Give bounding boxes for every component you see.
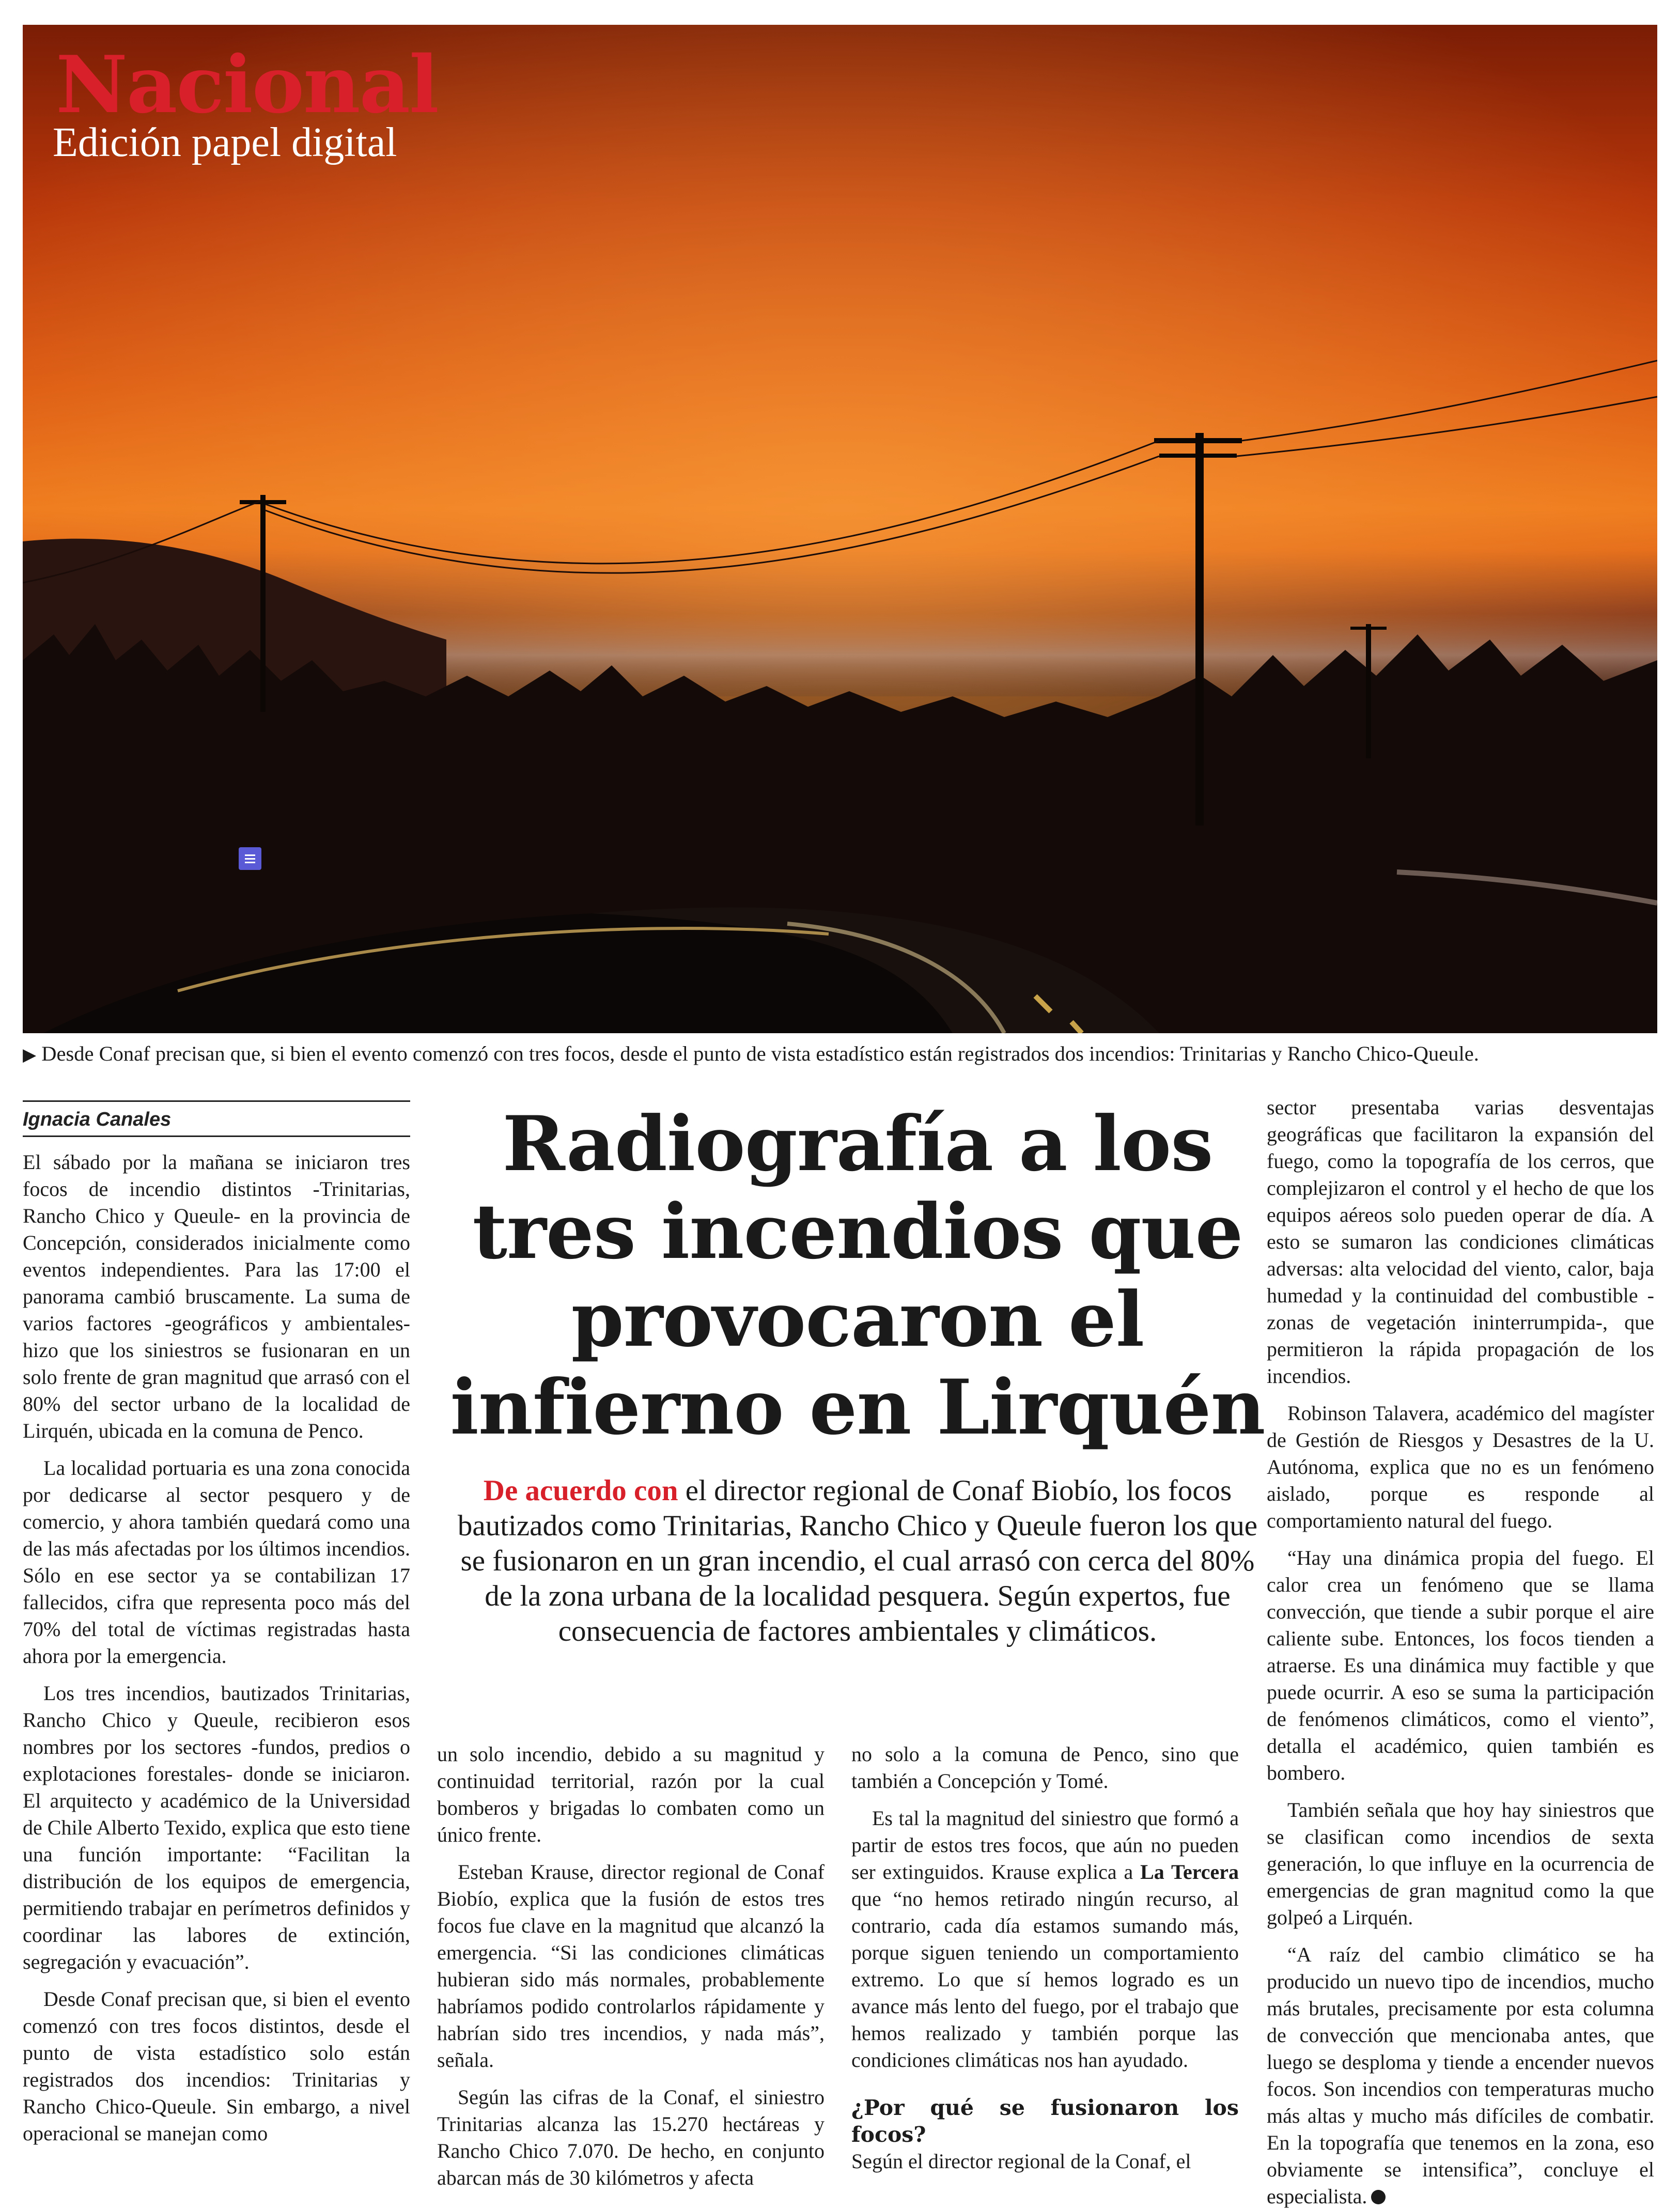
col1-paragraph: La localidad portuaria es una zona conocida por dedicarse al sector pesquero y de comercio, y ahora también quedará como una de las más afectadas por los últimos incendios. Sólo en ese sector ya se contabilizan 17 fallecidos, cifra que representa poco más del 70% del total de víctimas registradas hasta ahora por la emergencia. — [23, 1456, 410, 1668]
column-2 — [437, 1741, 825, 2191]
end-mark-icon — [1371, 2190, 1386, 2204]
col3-text: que “no hemos retirado ningún recurso, al contrario, cada día estamos sumando más, porque siguen teniendo un comportamiento extremo. Lo que sí hemos logrado es un avance más lento del fuego, por el trabajo que hemos realizado y también porque las condiciones climáticas nos han ayudado. — [851, 1887, 1239, 2072]
author-name: Ignacia Canales — [23, 1109, 172, 1130]
col1-paragraph: Los tres incendios, bautizados Trinitarias, Rancho Chico y Queule, recibieron esos nombres por los sectores -fundos, predios o explotaciones forestales- donde se iniciaron. El arquitecto y académico de la Universidad de Chile Alberto Texido, explica que esto tiene una función importante: “Facilitan la distribución de los equipos de emergencia, permitiendo trabajar en perímetros definidos y coordinar las labores de extinción, segregación y evacuación”. — [23, 1682, 410, 1973]
col1-paragraph: El sábado por la mañana se iniciaron tres focos de incendio distintos -Trinitarias, Rancho Chico y Queule- en la provincia de Concepción, considerados inicialmente como eventos independientes. Para las 17:00 el panorama cambió bruscamente. La suma de varios factores -geográficos y ambientales- hizo que los siniestros se fusionaran en un solo frente de gran magnitud que arrasó con el 80% del sector urbano de la localidad de Lirquén, ubicada en la comuna de Penco. — [23, 1150, 410, 1442]
column-4 — [1267, 1094, 1654, 2210]
col4-paragraph: sector presentaba varias desventajas geográficas que facilitaron la expansión del fuego, como la topografía de los cerros, que complejizaron el control y el hecho de que los equipos aéreos solo pueden operar de día. A esto se sumaron las condiciones climáticas adversas: alta velocidad del viento, calor, baja humedad y la continuidad del combustible -zonas de vegetación ininterrumpida-, que permitieron la rápida propagación de los incendios. — [1267, 1096, 1654, 1388]
lead-paragraph — [455, 1473, 1261, 1649]
author-rule-bottom — [23, 1135, 410, 1137]
section-title: Nacional — [56, 38, 438, 131]
headline: Radiografía a los tres incendios que provocaron el infierno en Lirquén — [450, 1100, 1265, 1452]
subheading: ¿Por qué se fusionaron los focos? — [851, 2095, 1239, 2147]
col2-paragraph: Según las cifras de la Conaf, el siniestro Trinitarias alcanza las 15.270 hectáreas y Rancho Chico 7.070. De hecho, en conjunto abarcan más de 30 kilómetros y afecta — [437, 2086, 825, 2189]
wildfire-road-illustration — [23, 25, 1657, 1033]
notes-icon[interactable] — [239, 847, 261, 870]
lead-kicker: De acuerdo con — [483, 1474, 678, 1507]
column-3 — [851, 1741, 1239, 2175]
edition-label: Edición papel digital — [53, 120, 397, 165]
col4-text: “A raíz del cambio climático se ha producido un nuevo tipo de incendios, mucho más brutales, precisamente por esta columna de convección que mencionaba antes, que luego se desploma y tiende a encender nuevos focos. Son incendios con temperaturas mucho más altas y mucho más difíciles de combatir. En la topografía que tenemos en la zona, eso obviamente se intensifica”, concluye el especialista. — [1267, 1943, 1654, 2208]
column-1 — [23, 1149, 410, 2147]
col4-paragraph: También señala que hoy hay siniestros que se clasifican como incendios de sexta generación, lo que influye en la ocurrencia de emergencias de gran magnitud como la que golpeó a Lirquén. — [1267, 1798, 1654, 1929]
hero-photo — [23, 25, 1657, 1033]
col4-paragraph: “Hay una dinámica propia del fuego. El calor crea un fenómeno que se llama convección, que tiende a subir porque el aire caliente sube. Entonces, los focos tienden a atraerse. Es una dinámica muy factible y que puede ocurrir. A eso se suma la participación de fenómenos climáticos, como el viento”, detalla el académico, quien también es bombero. — [1267, 1546, 1654, 1784]
col2-paragraph: un solo incendio, debido a su magnitud y continuidad territorial, razón por la cual bomberos y brigadas lo combaten como un único frente. — [437, 1742, 825, 1846]
author-rule-top — [23, 1100, 410, 1102]
col3-paragraph: Según el director regional de la Conaf, el — [851, 2150, 1191, 2173]
caption-text: Desde Conaf precisan que, si bien el evento comenzó con tres focos, desde el punto de vista estadístico están registrados dos incendios: Trinitarias y Rancho Chico-Queule. — [41, 1042, 1479, 1065]
col3-paragraph: no solo a la comuna de Penco, sino que también a Concepción y Tomé. — [851, 1742, 1239, 1793]
col4-paragraph — [1267, 1941, 1654, 2210]
photo-caption — [23, 1039, 1660, 1070]
lead-text: el director regional de Conaf Biobío, los focos bautizados como Trinitarias, Rancho Chico y Queule fueron los que se fusionaron en un gran incendio, el cual arrasó con cerca del 80% de la zona urbana de la localidad pesquera. Según expertos, fue consecuencia de factores ambientales y climáticos. — [457, 1474, 1258, 1647]
col3-text: Es tal la magnitud del siniestro que formó a partir de estos tres focos, que aún no pueden ser extinguidos. Krause explica a — [851, 1807, 1239, 1884]
col1-paragraph: Desde Conaf precisan que, si bien el evento comenzó con tres focos distintos, desde el punto de vista estadístico solo están registrados dos incendios: Trinitarias y Rancho Chico-Queule. Sin embargo, a nivel operacional se manejan como — [23, 1987, 410, 2145]
newspaper-name: La Tercera — [1140, 1860, 1239, 1884]
col2-paragraph: Esteban Krause, director regional de Conaf Biobío, explica que la fusión de estos tres focos fue clave en la magnitud que alcanzó la emergencia. “Si las condiciones climáticas hubieran sido más normales, probablemente habríamos podido controlarlos rápidamente y habrían sido tres incendios, y nada más”, señala. — [437, 1860, 825, 2072]
col3-paragraph — [851, 1805, 1239, 2074]
caption-arrow-icon: ▶ — [23, 1046, 37, 1065]
col4-paragraph: Robinson Talavera, académico del magíster de Gestión de Riesgos y Desastres de la U. Autónoma, explica que no es un fenómeno aislado, porque es responde al comportamiento natural del fuego. — [1267, 1402, 1654, 1532]
